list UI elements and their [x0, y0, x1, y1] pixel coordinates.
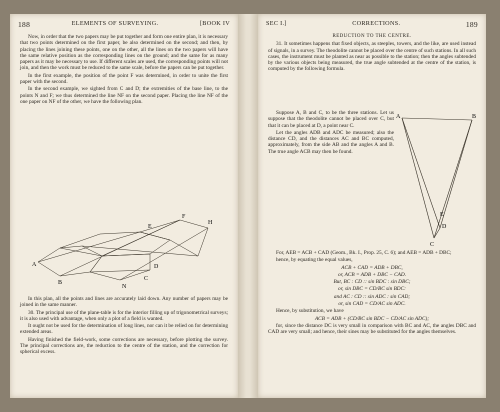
right-page-header [266, 20, 478, 29]
left-paragraph: In this plan, all the points and lines are accurately laid down. Any number of papers may be joined in the same manner. [20, 296, 228, 309]
equation-line: or, ACB = ADB + DBC − CAD. [337, 271, 407, 278]
left-page-book: [BOOK IV [199, 20, 230, 27]
left-paragraph: It ought not be used for the determination of long lines, nor can it be relied on for determining extended areas. [20, 323, 228, 336]
right-page-text-mid [268, 110, 394, 156]
figure-label-d: D [154, 264, 159, 270]
equation-line: and AC : CD :: sin ADC : sin CAD; [333, 293, 411, 300]
equation-line: ACB + CAD = ADB + DBC, [341, 264, 403, 271]
left-paragraph: Having finished the field-work, some corrections are necessary, before plotting the survey. The principal corrections are, the reduction to the centre of the station, and the correction for spherical excess. [20, 336, 228, 356]
left-paragraph: 30. The principal use of the plane-table is for the interior filling up of trigonometrical surveys; it is also used with advantage, when only a plot of a field is wanted. [20, 309, 228, 322]
figure-label-b: B [472, 114, 477, 120]
left-page-text-top [20, 34, 228, 106]
right-page-text-top [268, 34, 476, 74]
equation-line: or, sin DBC = CD/BC sin BDC: [338, 286, 406, 293]
joined-plan-figure [30, 210, 220, 290]
figure-label-c: C [430, 242, 435, 248]
right-subtitle: REDUCTION TO THE CENTRE. [332, 34, 412, 39]
figure-label-c: C [144, 276, 149, 282]
left-paragraph: Now, in order that the two papers may be put together and form one entire plan, it is necessary that two points determined on the first paper, be also determined on the second; and then, by placing the lines joining these points, one on the other, all the lines on the two papers will have the same relative position as the corresponding lines on the ground; and the same for as many papers as it may be necessary to use. If different scales are used, the corresponding points will not join, and then the work must be reduced to the same scale, before the papers can be put together. [20, 34, 228, 72]
right-page-equations [268, 250, 476, 337]
left-page-number: 188 [18, 20, 31, 29]
right-page-number: 189 [465, 20, 478, 29]
figure-label-f: F [182, 214, 186, 220]
left-paragraph: In the second example, we sighted from C and D; the extremities of the base line, to the points N and F; we thus determined the line NF on the second paper. Placing the line NF of the one paper on NF of the other, we have the following plan. [20, 86, 228, 105]
right-page-title: CORRECTIONS. [352, 20, 401, 27]
figure-label-d: D [442, 224, 447, 230]
figure-label-e: E [440, 212, 444, 218]
equation-line: hence, by equating the equal values, [276, 257, 353, 264]
equation-line: But, BC : CD :: sin BDC : sin DBC; [333, 279, 411, 286]
figure-label-a: A [32, 262, 37, 268]
equation-line: ACB = ADB + (CD/BC sin BDC − CD/AC sin ADC); [314, 315, 430, 322]
right-page [258, 14, 486, 398]
left-paragraph: In the first example, the position of the point F was determined, in order to unite the first paper with the second. [20, 72, 228, 86]
left-page [10, 14, 238, 398]
figure-label-e: E [148, 224, 152, 230]
left-page-text-bottom [20, 296, 228, 357]
equation-line: or, sin CAD = CD/AC sin ADC. [338, 301, 406, 308]
book-gutter [238, 14, 258, 398]
figure-label-a: A [396, 114, 401, 120]
figure-label-h: H [208, 220, 213, 226]
equation-line: For, AEB = ACB + CAD (Geom., Bk. I., Prop. 25, C. 6); and AEB = ADB + DBC; [276, 250, 452, 256]
reduction-figure [396, 110, 478, 248]
right-paragraph: Let the angles ADB and ADC be measured; also the distance CD, and the distances AC and BC computed, approximately, from the side AB and the angles A and B. The true angle ACB may then be found. [268, 129, 394, 155]
right-page-section: SEC I.] [266, 20, 287, 27]
right-paragraph: 31. It sometimes happens that fixed objects, as steeples, towers, and the like, are used instead of signals, in a survey. The theodolite cannot be placed over the centre of such stations. In all such cases, the instrument must be planted as near as possible to the station; then the angles subtended by the various objects being measured, the true angle subtended at the centre of the station, is computed by the following formula. [268, 41, 476, 73]
equation-line: Hence, by substitution, we have [276, 308, 344, 315]
figure-label-n: N [122, 284, 127, 290]
left-page-header [18, 20, 230, 29]
equation-line: for, since the distance DC is very small in comparison with BC and AC, the angles DBC and CAD are very small; and hence, their sines may be substituted for the angles themselves. [268, 322, 476, 336]
right-paragraph: Suppose A, B and C, to be the three stations. Let us suppose that the theodolite cannot be placed over C, but that it can be placed at D, a point near C. [268, 110, 394, 129]
left-page-title: ELEMENTS OF SURVEYING. [71, 20, 159, 27]
figure-label-b: B [58, 280, 63, 286]
